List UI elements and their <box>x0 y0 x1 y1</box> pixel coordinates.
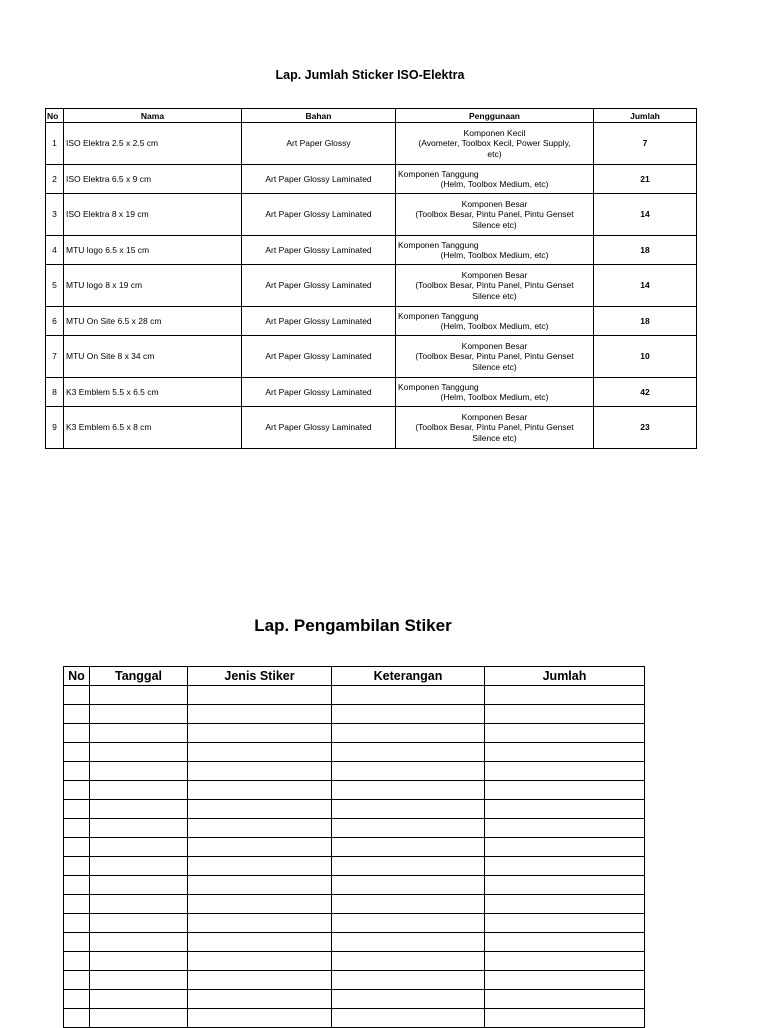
cell-jumlah: 14 <box>594 265 697 307</box>
cell-jenis-stiker <box>188 724 332 743</box>
cell-nama: MTU logo 8 x 19 cm <box>64 265 242 307</box>
cell-jumlah <box>485 781 645 800</box>
cell-tanggal <box>90 686 188 705</box>
cell-no <box>64 895 90 914</box>
cell-jenis-stiker <box>188 743 332 762</box>
cell-tanggal <box>90 895 188 914</box>
cell-no <box>64 838 90 857</box>
table-row <box>64 724 645 743</box>
cell-nama: ISO Elektra 2.5 x 2.5 cm <box>64 123 242 165</box>
cell-jumlah <box>485 705 645 724</box>
cell-keterangan <box>332 800 485 819</box>
cell-keterangan <box>332 971 485 990</box>
cell-jumlah: 21 <box>594 165 697 194</box>
penggunaan-line: Silence etc) <box>472 290 517 301</box>
cell-keterangan <box>332 686 485 705</box>
table-row <box>64 895 645 914</box>
cell-penggunaan <box>396 123 594 165</box>
cell-no: 6 <box>46 307 64 336</box>
cell-no: 4 <box>46 236 64 265</box>
cell-penggunaan <box>396 265 594 307</box>
cell-jumlah <box>485 724 645 743</box>
cell-tanggal <box>90 952 188 971</box>
cell-tanggal <box>90 705 188 724</box>
cell-bahan: Art Paper Glossy Laminated <box>242 194 396 236</box>
cell-bahan: Art Paper Glossy <box>242 123 396 165</box>
cell-jenis-stiker <box>188 990 332 1009</box>
penggunaan-line: Komponen Besar <box>461 340 528 351</box>
cell-no <box>64 971 90 990</box>
cell-jenis-stiker <box>188 876 332 895</box>
penggunaan-line: Komponen Kecil <box>463 127 526 138</box>
cell-keterangan <box>332 914 485 933</box>
penggunaan-line: Komponen Tanggung <box>398 381 479 392</box>
cell-no: 8 <box>46 378 64 407</box>
cell-jumlah <box>485 990 645 1009</box>
cell-jenis-stiker <box>188 895 332 914</box>
table-row <box>46 165 697 194</box>
cell-nama: MTU On Site 6.5 x 28 cm <box>64 307 242 336</box>
penggunaan-line: etc) <box>487 148 502 159</box>
penggunaan-line: (Toolbox Besar, Pintu Panel, Pintu Genset <box>415 280 574 291</box>
cell-jumlah <box>485 933 645 952</box>
cell-tanggal <box>90 914 188 933</box>
table-row <box>64 914 645 933</box>
cell-jenis-stiker <box>188 686 332 705</box>
cell-no <box>64 933 90 952</box>
cell-tanggal <box>90 1009 188 1028</box>
cell-tanggal <box>90 762 188 781</box>
table-row <box>46 378 697 407</box>
cell-tanggal <box>90 819 188 838</box>
cell-nama: MTU logo 6.5 x 15 cm <box>64 236 242 265</box>
cell-jenis-stiker <box>188 762 332 781</box>
table-row <box>64 743 645 762</box>
penggunaan-line: (Toolbox Besar, Pintu Panel, Pintu Genset <box>415 209 574 220</box>
cell-tanggal <box>90 838 188 857</box>
penggunaan-line: (Helm, Toolbox Medium, etc) <box>440 392 549 402</box>
penggunaan-line: Komponen Tanggung <box>398 310 479 321</box>
cell-penggunaan <box>396 336 594 378</box>
cell-tanggal <box>90 857 188 876</box>
header-nama: Nama <box>64 109 242 123</box>
cell-keterangan <box>332 819 485 838</box>
cell-no <box>64 952 90 971</box>
header-tanggal: Tanggal <box>90 667 188 686</box>
cell-no: 7 <box>46 336 64 378</box>
cell-keterangan <box>332 895 485 914</box>
cell-penggunaan <box>396 165 594 194</box>
cell-tanggal <box>90 800 188 819</box>
cell-penggunaan <box>396 307 594 336</box>
cell-bahan: Art Paper Glossy Laminated <box>242 265 396 307</box>
table-row <box>64 876 645 895</box>
header-jumlah: Jumlah <box>485 667 645 686</box>
penggunaan-line: (Toolbox Besar, Pintu Panel, Pintu Genset <box>415 422 574 433</box>
penggunaan-line: Silence etc) <box>472 432 517 443</box>
header-no: No <box>64 667 90 686</box>
cell-no <box>64 724 90 743</box>
cell-jumlah <box>485 686 645 705</box>
header-bahan: Bahan <box>242 109 396 123</box>
cell-keterangan <box>332 724 485 743</box>
cell-keterangan <box>332 705 485 724</box>
penggunaan-line: (Helm, Toolbox Medium, etc) <box>440 179 549 189</box>
table-row <box>64 1009 645 1028</box>
cell-jenis-stiker <box>188 914 332 933</box>
penggunaan-line: Komponen Besar <box>461 198 528 209</box>
cell-jumlah: 18 <box>594 236 697 265</box>
table-row <box>64 762 645 781</box>
penggunaan-line: (Helm, Toolbox Medium, etc) <box>440 250 549 260</box>
report-title-sticker-count: Lap. Jumlah Sticker ISO-Elektra <box>275 68 465 82</box>
cell-bahan: Art Paper Glossy Laminated <box>242 236 396 265</box>
cell-penggunaan <box>396 407 594 449</box>
sticker-table-header-row <box>46 109 697 123</box>
cell-no <box>64 781 90 800</box>
cell-jenis-stiker <box>188 819 332 838</box>
cell-tanggal <box>90 876 188 895</box>
cell-no: 9 <box>46 407 64 449</box>
penggunaan-line: Komponen Tanggung <box>398 239 479 250</box>
penggunaan-line: (Helm, Toolbox Medium, etc) <box>440 321 549 331</box>
cell-keterangan <box>332 743 485 762</box>
withdrawal-table-header-row <box>64 667 645 686</box>
cell-keterangan <box>332 990 485 1009</box>
cell-no <box>64 990 90 1009</box>
cell-jumlah <box>485 971 645 990</box>
table-row <box>64 933 645 952</box>
cell-jenis-stiker <box>188 1009 332 1028</box>
cell-keterangan <box>332 933 485 952</box>
cell-bahan: Art Paper Glossy Laminated <box>242 407 396 449</box>
table-row <box>64 952 645 971</box>
table-row <box>46 307 697 336</box>
cell-jenis-stiker <box>188 971 332 990</box>
cell-jumlah <box>485 762 645 781</box>
cell-jenis-stiker <box>188 800 332 819</box>
cell-jenis-stiker <box>188 933 332 952</box>
sticker-count-table <box>45 108 697 449</box>
cell-tanggal <box>90 933 188 952</box>
cell-jumlah <box>485 819 645 838</box>
cell-no <box>64 1009 90 1028</box>
cell-bahan: Art Paper Glossy Laminated <box>242 378 396 407</box>
cell-no <box>64 686 90 705</box>
report-title-sticker-withdrawal: Lap. Pengambilan Stiker <box>254 616 452 635</box>
cell-bahan: Art Paper Glossy Laminated <box>242 336 396 378</box>
cell-tanggal <box>90 781 188 800</box>
cell-nama: K3 Emblem 5.5 x 6.5 cm <box>64 378 242 407</box>
cell-keterangan <box>332 1009 485 1028</box>
header-keterangan: Keterangan <box>332 667 485 686</box>
table-row <box>64 781 645 800</box>
table-row <box>64 971 645 990</box>
cell-no <box>64 857 90 876</box>
cell-nama: ISO Elektra 8 x 19 cm <box>64 194 242 236</box>
cell-tanggal <box>90 724 188 743</box>
cell-jenis-stiker <box>188 781 332 800</box>
penggunaan-line: (Avometer, Toolbox Kecil, Power Supply, <box>418 138 571 149</box>
cell-no <box>64 876 90 895</box>
table-row <box>64 686 645 705</box>
cell-keterangan <box>332 762 485 781</box>
table-row <box>46 336 697 378</box>
cell-keterangan <box>332 857 485 876</box>
cell-jumlah <box>485 876 645 895</box>
cell-jenis-stiker <box>188 952 332 971</box>
cell-jumlah: 10 <box>594 336 697 378</box>
cell-keterangan <box>332 781 485 800</box>
cell-tanggal <box>90 990 188 1009</box>
cell-no <box>64 800 90 819</box>
table-row <box>46 236 697 265</box>
cell-jumlah <box>485 857 645 876</box>
penggunaan-line: Silence etc) <box>472 361 517 372</box>
cell-bahan: Art Paper Glossy Laminated <box>242 307 396 336</box>
penggunaan-line: Komponen Besar <box>461 411 528 422</box>
cell-penggunaan <box>396 194 594 236</box>
cell-no: 5 <box>46 265 64 307</box>
cell-jumlah <box>485 914 645 933</box>
table-row <box>46 407 697 449</box>
header-jenis-stiker: Jenis Stiker <box>188 667 332 686</box>
cell-jumlah: 23 <box>594 407 697 449</box>
cell-no <box>64 705 90 724</box>
cell-bahan: Art Paper Glossy Laminated <box>242 165 396 194</box>
cell-no: 3 <box>46 194 64 236</box>
cell-no <box>64 762 90 781</box>
table-row <box>64 800 645 819</box>
cell-jumlah <box>485 1009 645 1028</box>
cell-no <box>64 914 90 933</box>
cell-jumlah <box>485 895 645 914</box>
table-row <box>64 990 645 1009</box>
cell-tanggal <box>90 971 188 990</box>
cell-tanggal <box>90 743 188 762</box>
cell-nama: ISO Elektra 6.5 x 9 cm <box>64 165 242 194</box>
table-row <box>64 857 645 876</box>
cell-jumlah <box>485 743 645 762</box>
table-row <box>46 123 697 165</box>
cell-keterangan <box>332 838 485 857</box>
cell-nama: MTU On Site 8 x 34 cm <box>64 336 242 378</box>
cell-jumlah <box>485 800 645 819</box>
penggunaan-line: Komponen Besar <box>461 269 528 280</box>
cell-jumlah: 7 <box>594 123 697 165</box>
header-penggunaan: Penggunaan <box>396 109 594 123</box>
cell-no <box>64 743 90 762</box>
table-row <box>64 819 645 838</box>
cell-no: 1 <box>46 123 64 165</box>
cell-no <box>64 819 90 838</box>
penggunaan-line: Komponen Tanggung <box>398 168 479 179</box>
table-row <box>64 705 645 724</box>
cell-jenis-stiker <box>188 857 332 876</box>
table-row <box>64 838 645 857</box>
cell-jumlah <box>485 838 645 857</box>
header-no: No <box>46 109 64 123</box>
cell-jenis-stiker <box>188 838 332 857</box>
cell-penggunaan <box>396 378 594 407</box>
penggunaan-line: Silence etc) <box>472 219 517 230</box>
cell-nama: K3 Emblem 6.5 x 8 cm <box>64 407 242 449</box>
cell-jumlah: 14 <box>594 194 697 236</box>
cell-jenis-stiker <box>188 705 332 724</box>
table-row <box>46 194 697 236</box>
cell-no: 2 <box>46 165 64 194</box>
cell-jumlah: 18 <box>594 307 697 336</box>
cell-keterangan <box>332 952 485 971</box>
penggunaan-line: (Toolbox Besar, Pintu Panel, Pintu Genset <box>415 351 574 362</box>
table-row <box>46 265 697 307</box>
sticker-withdrawal-table <box>63 666 645 1028</box>
header-jumlah: Jumlah <box>594 109 697 123</box>
cell-penggunaan <box>396 236 594 265</box>
cell-jumlah <box>485 952 645 971</box>
cell-jumlah: 42 <box>594 378 697 407</box>
cell-keterangan <box>332 876 485 895</box>
